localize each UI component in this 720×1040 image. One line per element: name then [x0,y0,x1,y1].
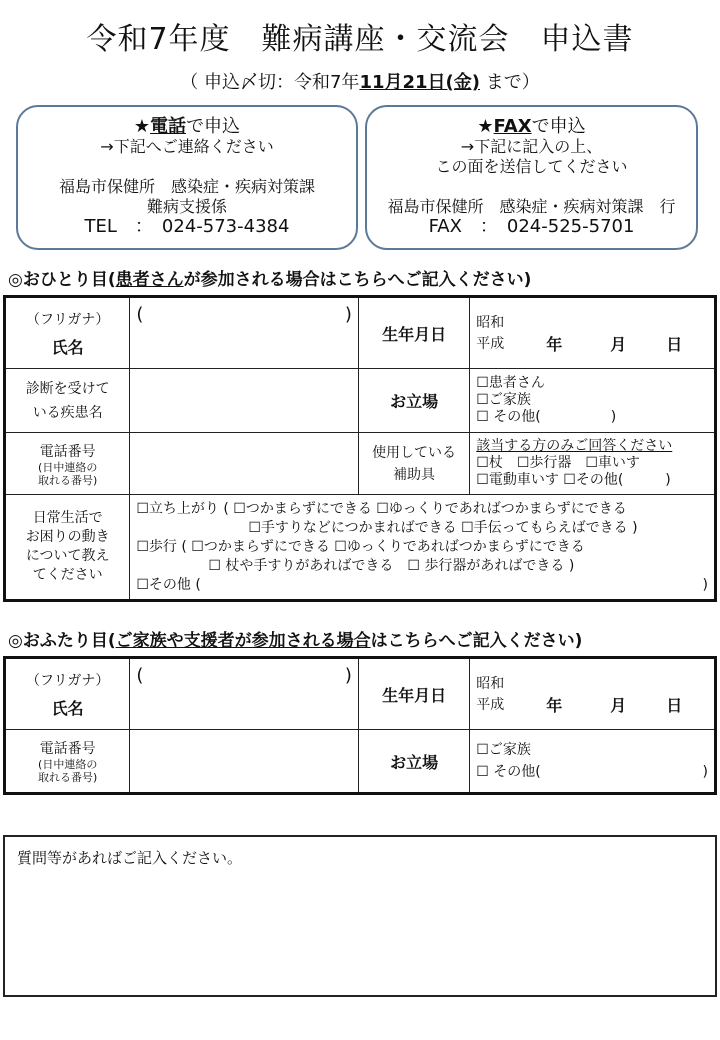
year-label: 年 [546,695,563,715]
aid-label-cell [358,433,469,495]
disease-input[interactable] [130,369,359,433]
position-label: お立場 [358,730,469,794]
phone-sub-2: 取れる番号) [38,771,98,784]
birthdate-label: 生年月日 [358,658,469,730]
phone-sub-1: (日中連絡の [38,460,98,474]
daily-standup-options[interactable]: ☐立ち上がり ( ☐つかまらずにできる ☐ゆっくりであればつかまらずにできる [136,500,627,517]
daily-label-cell [5,495,130,601]
person1-table [3,295,717,602]
daily-label-1: 日常生活で [32,510,103,526]
position-family-checkbox[interactable]: ☐ご家族 [476,392,531,408]
position-options [470,730,716,794]
fax-instruction-1: →下記に記入の上、 [460,137,603,156]
name-label-cell [5,297,130,369]
aid-options-line-1[interactable]: ☐杖 ☐歩行器 ☐車いす [476,455,640,471]
disease-label-1: 診断を受けて [25,380,110,397]
era-heisei: 平成 [476,697,505,713]
heading-underline: 患者さん [115,270,184,290]
person1-heading [8,265,531,290]
phone-label: 電話番号 [39,741,96,757]
daily-label-3: について教え [25,548,110,564]
phone-input[interactable] [130,433,359,495]
paren-close: ) [344,304,352,325]
phone-label-cell [5,730,130,794]
month-label: 月 [610,334,627,354]
name-label: 氏名 [51,337,84,357]
name-label: 氏名 [51,698,84,718]
position-family-checkbox[interactable]: ☐ご家族 [476,742,531,758]
era-heisei: 平成 [476,336,505,352]
aid-label-2: 補助具 [393,466,436,483]
heading-prefix: ◎おひとり目( [8,270,116,290]
fax-office: 福島市保健所 感染症・疾病対策課 行 [387,197,676,216]
daily-other-checkbox[interactable]: ☐その他 ( [136,576,201,593]
year-label: 年 [546,334,563,354]
phone-instruction: →下記へご連絡ください [100,137,274,156]
daily-walk-options-2[interactable]: ☐ 杖や手すりがあればできる ☐ 歩行器があればできる ) [208,557,575,574]
daily-label-4: てください [32,567,103,583]
deadline-suffix: まで） [480,72,540,93]
phone-sub-2: 取れる番号) [38,473,98,487]
daily-walk-options[interactable]: ☐歩行 ( ☐つかまらずにできる ☐ゆっくりであればつかまらずにできる [136,538,585,555]
fax-apply-box [365,105,698,250]
heading-suffix: が参加される場合はこちらへご記入ください) [183,270,532,290]
phone-sub-1: (日中連絡の [38,758,98,771]
position-options [470,369,716,433]
fax-number: FAX ： 024-525-5701 [428,216,635,237]
aid-options-line-2[interactable]: ☐電動車いす ☐その他( ) [476,472,671,488]
era-showa: 昭和 [476,314,505,331]
daily-options [130,495,716,601]
phone-label-cell [5,433,130,495]
star-icon: ★ [133,116,151,137]
deadline-line [0,68,720,94]
person2-table [3,656,717,795]
furigana-label: （フリガナ） [26,672,110,689]
phone-method: 電話 [150,116,187,137]
phone-apply-box [16,105,358,250]
paren-close: ) [344,665,352,686]
birthdate-input[interactable] [470,297,716,369]
era-showa: 昭和 [476,675,505,692]
position-other-checkbox[interactable]: ☐ その他( ) [476,409,617,425]
fax-instruction-2: この面を送信してください [435,157,628,176]
questions-box[interactable] [3,835,717,997]
aid-options [470,433,716,495]
day-label: 日 [666,334,683,354]
position-label: お立場 [358,369,469,433]
furigana-label: （フリガナ） [26,311,110,328]
heading-underline: ご家族や支援者が参加される場合 [115,631,371,651]
daily-label-2: お困りの動き [25,529,110,545]
disease-label-cell [5,369,130,433]
questions-label: 質問等があればご記入ください。 [17,849,243,867]
position-patient-checkbox[interactable]: ☐患者さん [476,375,545,391]
person2-heading [8,626,582,651]
position-other-checkbox[interactable]: ☐ その他( [476,764,541,780]
star-icon: ★ [477,116,494,137]
aid-note: 該当する方のみご回答ください [476,438,673,454]
phone-input[interactable] [130,730,359,794]
phone-label: 電話番号 [39,443,96,460]
month-label: 月 [610,695,627,715]
birthdate-input[interactable] [470,658,716,730]
name-input[interactable] [130,297,359,369]
fax-method: FAX [493,116,532,137]
aid-label-1: 使用している [372,444,457,461]
form-title: 令和7年度 難病講座・交流会 申込書 [86,22,634,57]
phone-number: TEL ： 024-573-4384 [84,216,290,237]
heading-suffix: はこちらへご記入ください) [370,631,583,651]
phone-office: 福島市保健所 感染症・疾病対策課 [58,177,315,196]
deadline-date: 11月21日(金) [359,72,480,93]
fax-method-suffix: で申込 [531,116,586,137]
phone-section: 難病支援係 [146,197,227,216]
position-other-close: ) [702,764,708,780]
paren-open: ( [136,304,144,325]
phone-method-suffix: で申込 [186,116,241,137]
heading-prefix: ◎おふたり目( [8,631,116,651]
name-input[interactable] [130,658,359,730]
day-label: 日 [666,695,683,715]
paren-open: ( [136,665,144,686]
daily-standup-options-2[interactable]: ☐手すりなどにつかまればできる ☐手伝ってもらえばできる ) [248,519,638,536]
disease-label-2: いる疾患名 [32,404,103,421]
deadline-prefix: （ 申込〆切：令和7年 [180,72,360,93]
birthdate-label: 生年月日 [358,297,469,369]
daily-other-close: ) [702,576,708,593]
name-label-cell [5,658,130,730]
